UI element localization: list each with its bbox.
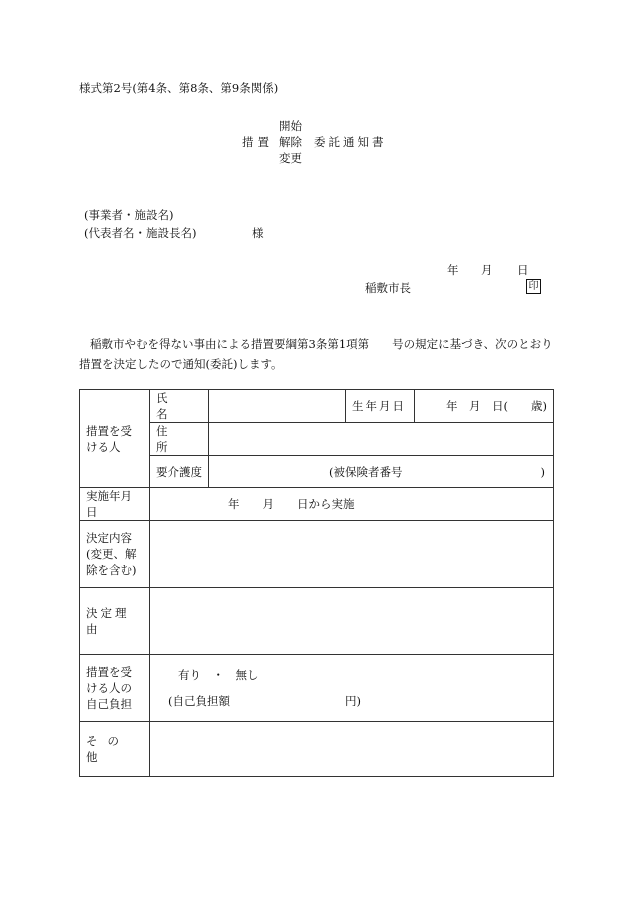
addressee-honorific: 様	[252, 226, 264, 240]
impl-date-label: 実施年月日	[80, 488, 150, 521]
care-level-label: 要介護度	[150, 456, 209, 488]
burden-choice: 有り ・ 無し	[178, 668, 259, 682]
addressee-facility: (事業者・施設名)	[84, 208, 174, 222]
dob-field[interactable]: 年 月 日( 歳)	[415, 390, 554, 423]
insured-number-field[interactable]: (被保険者番号 )	[209, 456, 554, 488]
burden-field[interactable]	[150, 655, 554, 722]
date-month: 月	[481, 263, 493, 277]
burden-amount: (自己負担額 円)	[168, 694, 361, 708]
title-option-change: 変更	[279, 151, 302, 165]
date-day: 日	[517, 263, 529, 277]
title-prefix: 措置	[242, 135, 273, 149]
name-label: 氏 名	[150, 390, 209, 423]
name-field[interactable]	[209, 390, 346, 423]
table-row	[80, 521, 554, 588]
notice-body: 稲敷市やむを得ない事由による措置要綱第3条第1項第 号の規定に基づき、次のとおり措置を決定したので通知(委託)します。	[79, 337, 553, 371]
table-row	[80, 722, 554, 777]
title-option-start: 開始	[279, 119, 302, 133]
addressee-representative: (代表者名・施設長名)	[84, 226, 197, 240]
issue-date	[447, 262, 529, 278]
table-row	[80, 456, 554, 488]
impl-date-field[interactable]: 年 月 日から実施	[150, 488, 554, 521]
reason-label: 決定理由	[80, 588, 150, 655]
person-label: 措置を受ける人	[80, 390, 150, 488]
seal-mark: 印	[526, 279, 541, 294]
other-label: その他	[80, 722, 150, 777]
other-field[interactable]	[150, 722, 554, 777]
title-option-cancel: 解除	[279, 135, 302, 149]
decision-label: 決定内容(変更、解除を含む)	[80, 521, 150, 588]
table-row	[80, 655, 554, 722]
title-suffix: 委託通知書	[314, 135, 387, 149]
table-row	[80, 488, 554, 521]
details-table	[79, 389, 554, 777]
date-year: 年	[447, 263, 459, 277]
address-field[interactable]	[209, 423, 554, 456]
form-number: 様式第2号(第4条、第8条、第9条関係)	[79, 81, 279, 95]
sender-name: 稲敷市長	[365, 281, 411, 295]
decision-field[interactable]	[150, 521, 554, 588]
burden-label: 措置を受ける人の自己負担	[80, 655, 150, 722]
table-row	[80, 588, 554, 655]
address-label: 住 所	[150, 423, 209, 456]
dob-label: 生年月日	[346, 390, 415, 423]
reason-field[interactable]	[150, 588, 554, 655]
table-row	[80, 423, 554, 456]
table-row	[80, 390, 554, 423]
